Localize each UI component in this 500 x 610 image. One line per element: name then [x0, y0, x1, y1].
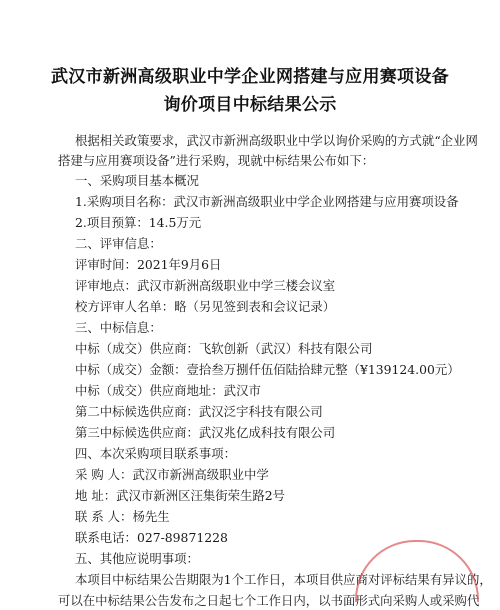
body-line-16: 四、本次采购项目联系事项：: [75, 446, 237, 461]
body-line-7: 评审时间：2021年9月6日: [75, 257, 222, 272]
body-line-6: 二、评审信息：: [75, 236, 162, 251]
body-line-1: 根据相关政策要求，武汉市新洲高级职业中学以询价采购的方式就“企业网: [75, 133, 478, 148]
body-line-12: 中标（成交）金额：壹拾叁万捌仟伍佰陆拾肆元整（¥139124.00元）: [75, 362, 460, 377]
body-line-19: 联 系 人：杨先生: [75, 509, 170, 524]
body-line-9: 校方评审人名单：略（另见签到表和会议记录）: [75, 299, 336, 314]
document-title-line-2: 询价项目中标结果公示: [163, 95, 337, 115]
body-line-18: 地 址：武汉市新洲区汪集街荣生路2号: [75, 488, 286, 503]
body-line-3: 一、采购项目基本概况: [75, 173, 199, 188]
body-line-17: 采 购 人：武汉市新洲高级职业中学: [75, 467, 269, 482]
body-line-4: 1.采购项目名称：武汉市新洲高级职业中学企业网搭建与应用赛项设备: [75, 194, 459, 209]
body-line-13: 中标（成交）供应商地址：武汉市: [75, 383, 261, 398]
body-line-21: 五、其他应说明事项：: [75, 551, 199, 566]
body-line-8: 评审地点：武汉市新洲高级职业中学三楼会议室: [75, 278, 336, 293]
body-line-5: 2.项目预算：14.5万元: [75, 215, 202, 230]
body-line-20: 联系电话：027-89871228: [75, 530, 228, 545]
body-line-14: 第二中标候选供应商：武汉泛宇科技有限公司: [75, 404, 323, 419]
body-line-23: 可以在中标结果公告发布之日起七个工作日内，以书面形式向采购人或采购代: [58, 593, 480, 608]
body-line-22: 本项目中标结果公告期限为1个工作日，本项目供应商对评标结果有异议的，: [75, 572, 492, 587]
document-title-line-1: 武汉市新洲高级职业中学企业网搭建与应用赛项设备: [51, 67, 449, 87]
body-line-15: 第三中标候选供应商：武汉兆亿成科技有限公司: [75, 425, 336, 440]
body-line-11: 中标（成交）供应商：飞软创新（武汉）科技有限公司: [75, 341, 373, 356]
body-line-10: 三、中标信息：: [75, 320, 162, 335]
body-line-2: 搭建与应用赛项设备”进行采购，现就中标结果公布如下：: [58, 153, 375, 168]
